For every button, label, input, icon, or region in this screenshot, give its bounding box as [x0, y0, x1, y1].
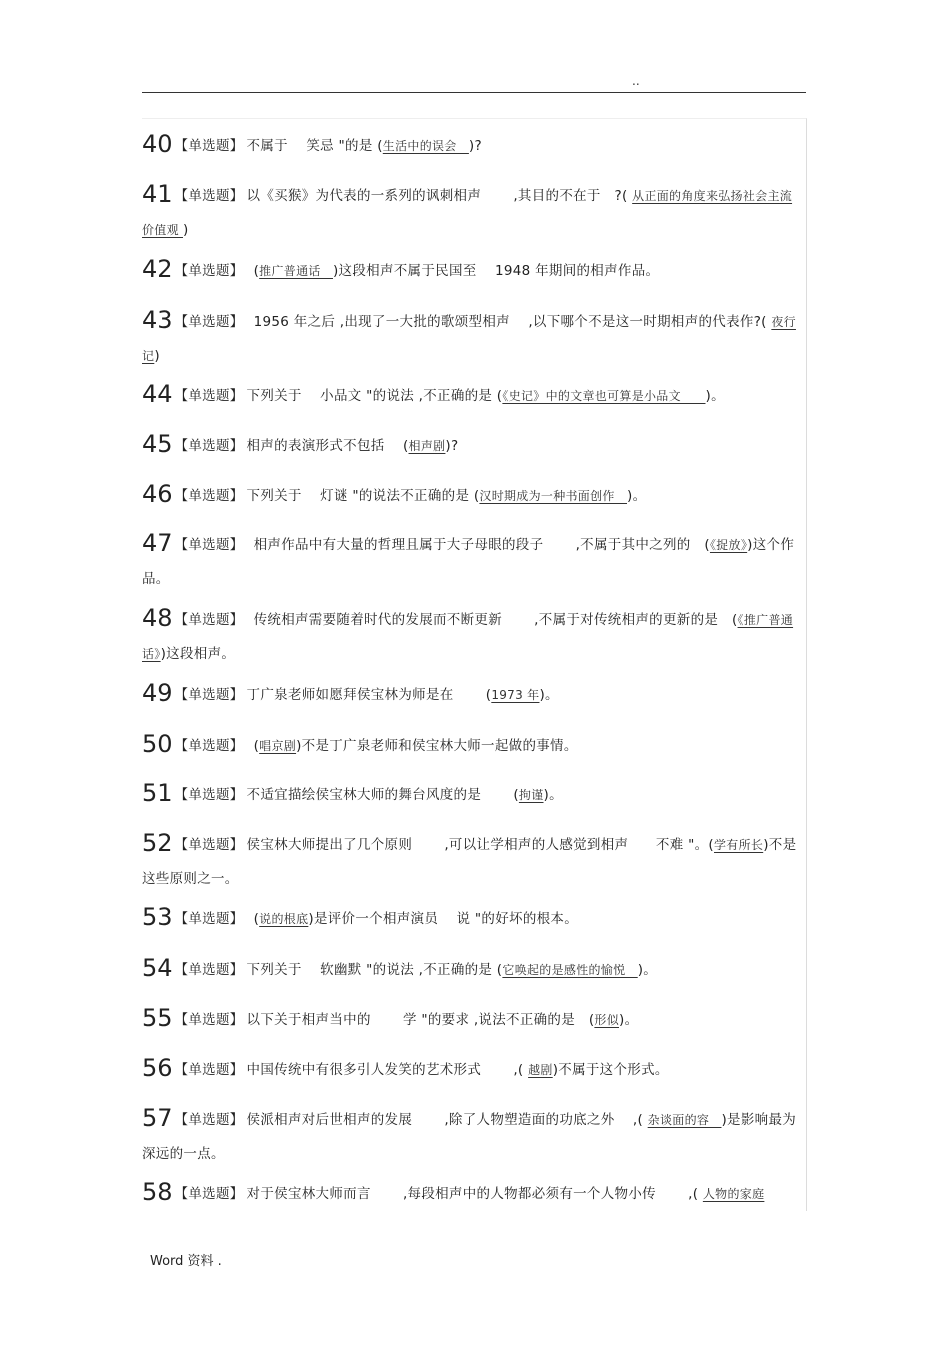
question-type-tag: 【单选题】 — [174, 188, 244, 204]
question-number: 49 — [142, 679, 173, 707]
question-number: 58 — [142, 1178, 173, 1206]
question-number: 44 — [142, 380, 173, 408]
answer-text: 学有所长 — [714, 838, 764, 852]
question-text-end: ) — [154, 348, 160, 364]
header-mark: .. — [632, 74, 640, 88]
question-item — [142, 177, 804, 247]
question-text-end: )。 — [539, 687, 559, 703]
answer-text: 《捉放》 — [709, 538, 748, 552]
question-list — [142, 118, 807, 1211]
answer-text: 人物的家庭 — [702, 1187, 765, 1201]
question-type-tag: 【单选题】 — [174, 263, 237, 279]
question-item — [142, 727, 804, 763]
question-type-tag: 【单选题】 — [174, 837, 244, 853]
question-number: 52 — [142, 829, 173, 857]
question-type-tag: 【单选题】 — [174, 1062, 244, 1078]
question-number: 53 — [142, 903, 173, 931]
question-text: 下列关于 小品文 "的说法 ,不正确的是 ( — [246, 388, 503, 404]
question-item — [142, 1001, 804, 1037]
question-text: 不属于 笑忌 "的是 ( — [246, 138, 383, 154]
answer-text: 唱京剧 — [259, 739, 297, 753]
question-number: 41 — [142, 180, 173, 208]
question-number: 46 — [142, 480, 173, 508]
question-item — [142, 776, 804, 812]
question-text-end: )。 — [619, 1012, 639, 1028]
question-text: 下列关于 灯谜 "的说法不正确的是 ( — [246, 488, 480, 504]
header-divider — [142, 92, 806, 93]
answer-text: 推广普通话 — [259, 264, 333, 278]
question-text-end: )是评价一个相声演员 说 "的好坏的根本。 — [308, 911, 579, 927]
question-item — [142, 676, 804, 712]
question-item — [142, 826, 804, 896]
question-text-end: )。 — [627, 488, 647, 504]
answer-text: 相声剧 — [408, 439, 446, 453]
question-item — [142, 303, 804, 373]
question-type-tag: 【单选题】 — [174, 687, 244, 703]
answer-text: 从正面的角度来弘扬社会主流价值观 — [142, 189, 793, 237]
question-number: 56 — [142, 1054, 173, 1082]
question-item — [142, 601, 804, 671]
question-text: 以下关于相声当中的 学 "的要求 ,说法不正确的是 ( — [246, 1012, 595, 1028]
answer-text: 它唤起的是感性的愉悦 — [502, 963, 638, 977]
question-text-end: )这个作品。 — [142, 537, 795, 587]
question-text: 下列关于 软幽默 "的说法 ,不正确的是 ( — [246, 962, 503, 978]
question-type-tag: 【单选题】 — [174, 787, 244, 803]
question-number: 47 — [142, 529, 173, 557]
question-text-end: )不是丁广泉老师和侯宝林大师一起做的事情。 — [296, 738, 578, 754]
question-text-end: )这段相声不属于民国至 1948 年期间的相声作品。 — [332, 263, 660, 279]
question-type-tag: 【单选题】 — [174, 1186, 244, 1202]
question-number: 55 — [142, 1004, 173, 1032]
question-type-tag: 【单选题】 — [174, 138, 244, 154]
question-number: 57 — [142, 1104, 173, 1132]
question-text: ( — [239, 738, 260, 754]
question-item — [142, 252, 804, 288]
question-text-end: ) — [183, 222, 189, 238]
question-item — [142, 951, 804, 987]
question-number: 54 — [142, 954, 173, 982]
question-text: 不适宜描绘侯宝林大师的舞台风度的是 ( — [246, 787, 519, 803]
question-item — [142, 127, 804, 163]
question-text: 传统相声需要随着时代的发展而不断更新 ,不属于对传统相声的更新的是 ( — [239, 612, 738, 628]
question-text: 丁广泉老师如愿拜侯宝林为师是在 ( — [246, 687, 492, 703]
question-number: 40 — [142, 130, 173, 158]
question-item — [142, 526, 804, 596]
question-type-tag: 【单选题】 — [174, 911, 237, 927]
question-type-tag: 【单选题】 — [174, 738, 237, 754]
question-text: 侯宝林大师提出了几个原则 ,可以让学相声的人感觉到相声 不难 "。( — [246, 837, 714, 853]
question-text: 中国传统中有很多引人发笑的艺术形式 ,( — [246, 1062, 529, 1078]
answer-text: 说的根底 — [259, 912, 309, 926]
question-type-tag: 【单选题】 — [174, 488, 244, 504]
answer-text: 生活中的误会 — [382, 139, 469, 153]
footer-label: Word 资料 . — [150, 1254, 222, 1269]
answer-text: 拘谨 — [518, 788, 544, 802]
answer-text: 夜行记 — [142, 315, 796, 363]
question-type-tag: 【单选题】 — [174, 438, 244, 454]
question-type-tag: 【单选题】 — [174, 612, 237, 628]
question-text-end: )这段相声。 — [160, 646, 236, 662]
question-number: 43 — [142, 306, 173, 334]
question-text: 以《买猴》为代表的一系列的讽刺相声 ,其目的不在于 ?( — [246, 188, 633, 204]
answer-text: 《史记》中的文章也可算是小品文 — [502, 389, 706, 403]
question-item — [142, 1175, 804, 1211]
question-text: 相声的表演形式不包括 ( — [246, 438, 409, 454]
answer-text: 越剧 — [528, 1063, 553, 1077]
question-number: 48 — [142, 604, 173, 632]
question-type-tag: 【单选题】 — [174, 388, 244, 404]
answer-text: 《推广普通话》 — [142, 613, 794, 661]
question-item — [142, 427, 804, 463]
question-text-end: )? — [445, 438, 459, 454]
answer-text: 形似 — [594, 1013, 619, 1027]
question-item — [142, 477, 804, 513]
question-text-end: )。 — [705, 388, 725, 404]
answer-text: 1973 年 — [491, 688, 540, 702]
question-text: 对于侯宝林大师而言 ,每段相声中的人物都必须有一个人物小传 ,( — [246, 1186, 703, 1202]
question-item — [142, 1101, 804, 1171]
question-type-tag: 【单选题】 — [174, 537, 237, 553]
question-item — [142, 900, 804, 936]
question-type-tag: 【单选题】 — [174, 1012, 244, 1028]
question-text: 相声作品中有大量的哲理且属于大子母眼的段子 ,不属于其中之列的 ( — [239, 537, 710, 553]
question-type-tag: 【单选题】 — [174, 1112, 244, 1128]
question-text-end: )是影响最为深远的一点。 — [142, 1112, 797, 1162]
question-text-end: )。 — [637, 962, 658, 978]
question-number: 42 — [142, 255, 173, 283]
question-text: ( — [239, 263, 260, 279]
question-item — [142, 377, 804, 413]
question-item — [142, 1051, 804, 1087]
question-type-tag: 【单选题】 — [174, 314, 237, 330]
answer-text: 杂谈面的容 — [647, 1113, 722, 1127]
question-text-end: )不属于这个形式。 — [552, 1062, 669, 1078]
question-text: 侯派相声对后世相声的发展 ,除了人物塑造面的功底之外 ,( — [246, 1112, 648, 1128]
question-text-end: )? — [468, 138, 482, 154]
question-text-end: )不是这些原则之一。 — [142, 837, 797, 887]
answer-text: 汉时期成为一种书面创作 — [479, 489, 628, 503]
question-text: ( — [239, 911, 260, 927]
question-number: 45 — [142, 430, 173, 458]
question-type-tag: 【单选题】 — [174, 962, 244, 978]
question-number: 50 — [142, 730, 173, 758]
question-text: 1956 年之后 ,出现了一大批的歌颂型相声 ,以下哪个不是这一时期相声的代表作?( — [239, 314, 772, 330]
question-text-end: )。 — [543, 787, 563, 803]
question-number: 51 — [142, 779, 173, 807]
